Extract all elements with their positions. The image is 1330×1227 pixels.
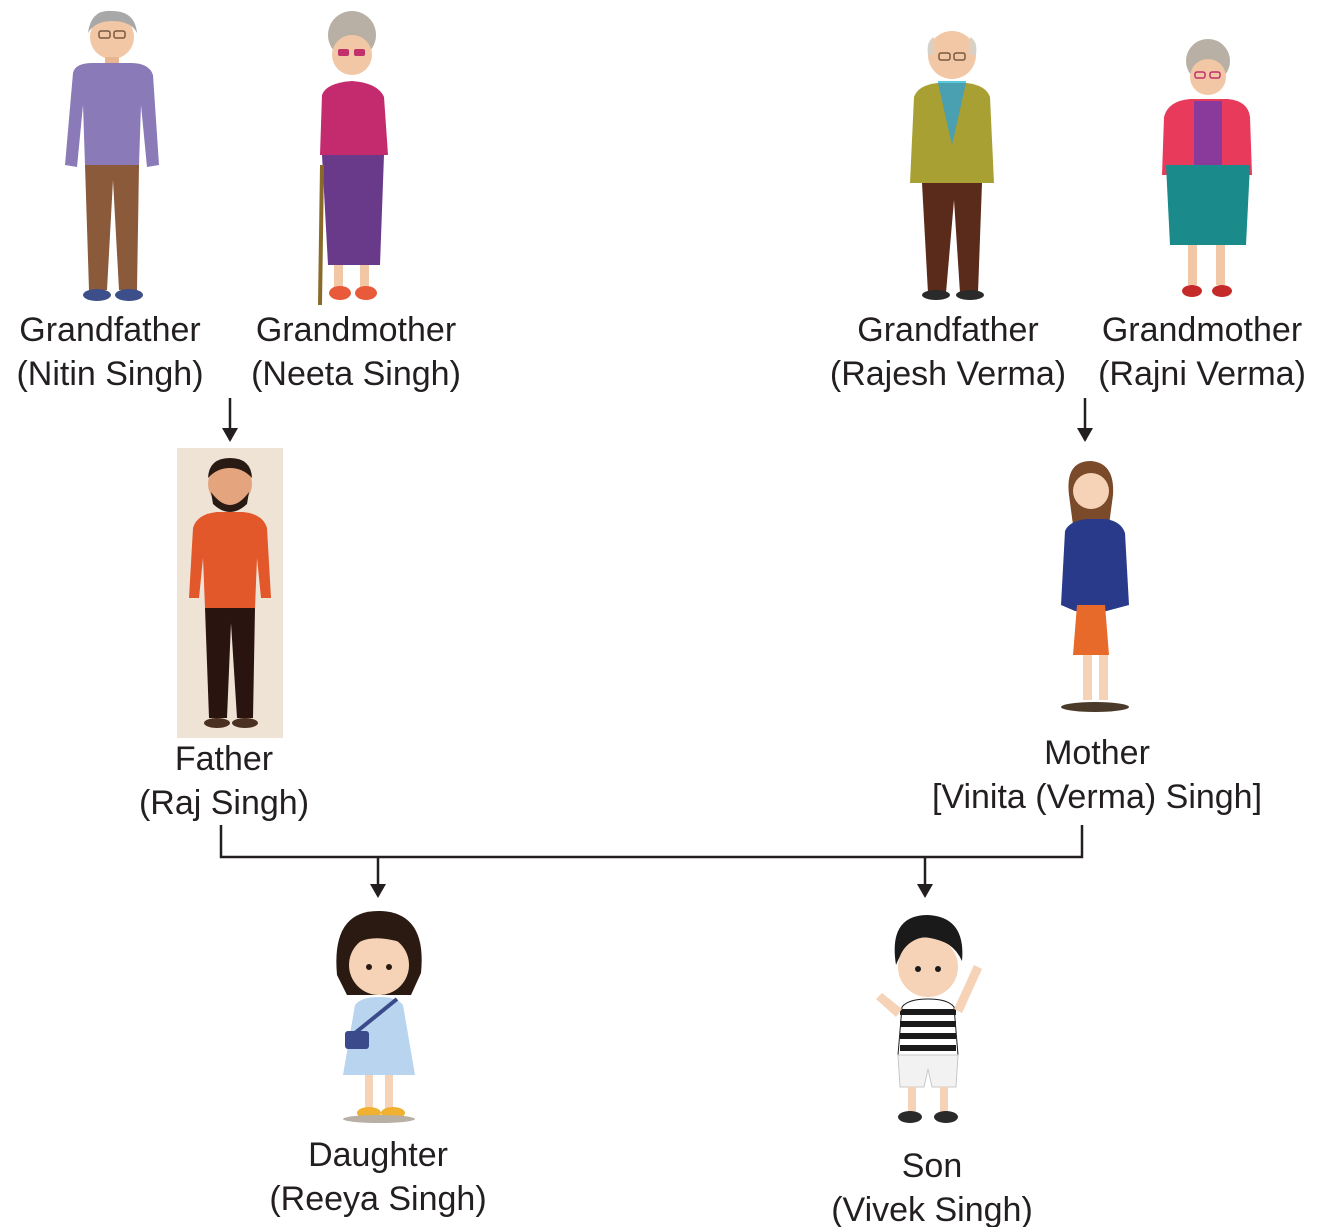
role-text: Mother (1044, 734, 1150, 772)
grandmother-illustration (1150, 35, 1260, 305)
father-label (139, 737, 309, 825)
mother-label (932, 731, 1262, 819)
role-text: Father (174, 740, 274, 778)
mother-illustration (1035, 455, 1145, 720)
role-text: Grandmother (1101, 311, 1303, 349)
name-text: (Vivek Singh) (831, 1191, 1033, 1227)
role-text: Grandmother (255, 311, 457, 349)
maternal-grandmother-label (1098, 308, 1306, 396)
name-text: (Rajni Verma) (1098, 355, 1306, 393)
arrowhead-father (222, 428, 238, 442)
name-text: (Rajesh Verma) (829, 355, 1067, 393)
paternal-grandmother-label (251, 308, 461, 396)
grandmother-illustration (300, 5, 400, 310)
role-text: Grandfather (19, 311, 201, 349)
maternal-grandfather-label (830, 308, 1066, 396)
son-label (831, 1144, 1033, 1227)
grandfather-illustration (900, 25, 1000, 300)
father-illustration (177, 448, 283, 738)
name-text: (Reeya Singh) (269, 1180, 487, 1218)
paternal-grandfather-label (16, 308, 203, 396)
role-text: Son (901, 1147, 963, 1185)
arrowhead-mother (1077, 428, 1093, 442)
name-text: (Nitin Singh) (16, 355, 204, 393)
grandfather-illustration (55, 5, 165, 305)
role-text: Grandfather (857, 311, 1039, 349)
son-illustration (862, 905, 1002, 1130)
name-text: [Vinita (Verma) Singh] (931, 778, 1263, 816)
name-text: (Raj Singh) (138, 784, 310, 822)
daughter-label (269, 1133, 486, 1221)
daughter-illustration (315, 905, 445, 1125)
role-text: Daughter (308, 1136, 448, 1174)
parents-bracket (221, 825, 1082, 857)
arrowhead-son (917, 884, 933, 898)
arrowhead-daughter (370, 884, 386, 898)
name-text: (Neeta Singh) (251, 355, 461, 393)
